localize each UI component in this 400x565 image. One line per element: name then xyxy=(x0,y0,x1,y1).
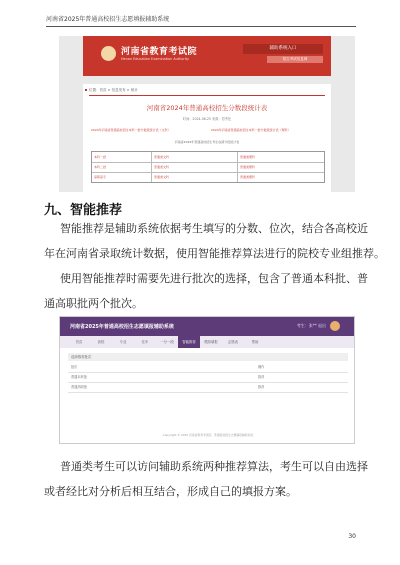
screenshot-exam-site xyxy=(59,36,355,192)
nav-item[interactable]: 模拟填报 xyxy=(204,340,218,344)
article-meta: 时间：2024-06-25 来源：招考处 xyxy=(182,117,232,121)
paragraph-line: 年在河南省录取统计数据，使用智能推荐算法进行的院校专业组推荐。 xyxy=(44,247,385,260)
breadcrumb[interactable]: 位置：首页 > 信息发布 > 统计 xyxy=(89,88,138,92)
row-label: 批次 xyxy=(71,365,78,369)
table-cell[interactable]: 本科一批 xyxy=(92,152,152,162)
page-number: 30 xyxy=(348,533,356,540)
table-row xyxy=(92,172,324,182)
table-cell[interactable]: 普通类文科 xyxy=(152,172,238,182)
user-info[interactable]: 考生：张** 退出 xyxy=(296,323,326,328)
banner-title: 河南省教育考试院 xyxy=(121,47,198,57)
system-entry-button[interactable]: 辅助系统入口 xyxy=(243,44,323,54)
nav-item[interactable]: 往年 xyxy=(141,340,149,344)
header-rule xyxy=(46,26,356,27)
article-link-right[interactable]: 2024年河南省普通高校招生本科一批分数段统计表（理科） xyxy=(211,128,291,132)
system-nav xyxy=(60,336,355,348)
table-cell[interactable]: 普通类文科 xyxy=(152,162,238,172)
nav-item-active[interactable]: 智能推荐 xyxy=(178,336,200,348)
box-title: 选择推荐批次 xyxy=(68,353,348,361)
content-panel xyxy=(83,84,331,192)
article-note: 河南省2024年普通高校招生考生成绩分段统计表 xyxy=(174,140,240,144)
avatar-icon[interactable] xyxy=(330,321,340,331)
nav-item[interactable]: 帮助 xyxy=(251,340,259,344)
row-label: 普通本科批 xyxy=(71,375,87,379)
system-footer: Copyright © 2025 河南省教育考试院 · 普通高校招生志愿填报辅助系统 xyxy=(162,433,254,437)
article-link-left[interactable]: 2024年河南省普通高校招生本科一批分数段统计表（文科） xyxy=(91,128,171,132)
nav-item[interactable]: 一分一段 xyxy=(160,340,174,344)
nav-item[interactable]: 专业 xyxy=(119,340,127,344)
row-label: 普通高职批 xyxy=(71,385,87,389)
institution-logo-icon xyxy=(101,46,116,61)
table-cell[interactable]: 本科二批 xyxy=(92,162,152,172)
list-item xyxy=(68,363,348,373)
row-value: 操作 xyxy=(258,365,265,369)
score-table xyxy=(91,151,325,183)
nav-item[interactable]: 志愿表 xyxy=(227,340,239,344)
paragraph-line: 或者经比对分析后相互结合，形成自己的填报方案。 xyxy=(44,485,297,498)
breadcrumb-bullet-icon xyxy=(85,89,87,91)
banner-buttons xyxy=(243,44,323,66)
recommend-link[interactable]: 推荐 xyxy=(258,375,265,379)
paragraph-line: 使用智能推荐时需要先进行批次的选择，包含了普通本科批、普 xyxy=(60,272,368,285)
screenshot-recommendation-system xyxy=(59,316,355,444)
article-title: 河南省2024年普通高校招生分数段统计表 xyxy=(146,104,268,112)
paragraph-line: 普通类考生可以访问辅助系统两种推荐算法，考生可以自由选择 xyxy=(60,460,368,473)
banner-subtitle: Henan Education Examination Authority xyxy=(121,57,190,61)
table-cell[interactable]: 普通类理科 xyxy=(240,175,256,179)
list-item[interactable] xyxy=(68,383,348,393)
paragraph-line: 智能推荐是辅助系统依据考生填写的分数、位次，结合各高校近 xyxy=(60,222,368,235)
table-cell[interactable]: 普通类理科 xyxy=(240,155,256,159)
nav-item[interactable]: 首页 xyxy=(75,340,83,344)
running-header: 河南省2025年普通高校招生志愿填报辅助系统 xyxy=(46,16,170,23)
list-item[interactable] xyxy=(68,373,348,383)
system-title: 河南省2025年普通高校招生志愿填报辅助系统 xyxy=(70,324,174,330)
nav-item[interactable]: 高校 xyxy=(97,340,105,344)
table-cell[interactable]: 高职高专 xyxy=(92,172,152,182)
paragraph-line: 通高职批两个批次。 xyxy=(44,297,143,310)
table-cell[interactable]: 普通类文科 xyxy=(152,152,238,162)
batch-selection-box xyxy=(68,353,348,417)
table-cell[interactable]: 普通类理科 xyxy=(240,165,256,169)
recommend-link[interactable]: 推荐 xyxy=(258,385,265,389)
section-title: 九、智能推荐 xyxy=(44,203,123,218)
system-header xyxy=(60,317,355,336)
info-site-button[interactable]: 招生考试信息网 xyxy=(267,56,323,63)
breadcrumb-divider xyxy=(89,95,325,96)
site-banner xyxy=(83,36,331,76)
